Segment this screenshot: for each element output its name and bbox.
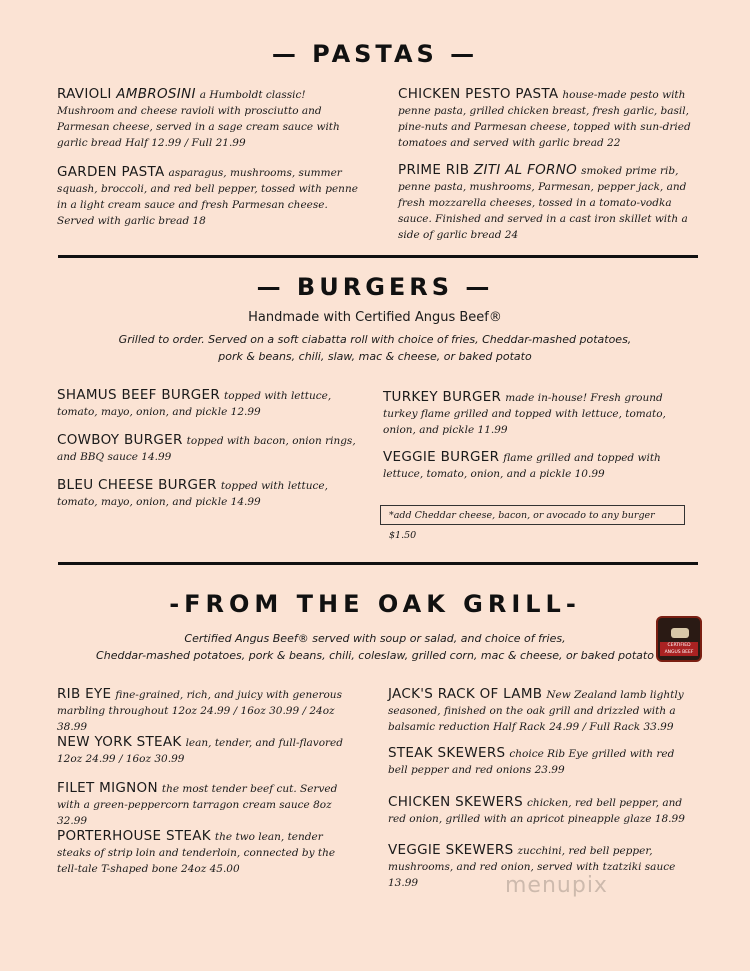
item-name: GARDEN PASTA — [57, 164, 165, 180]
item-name: PRIME RIB — [398, 162, 474, 178]
item-name: CHICKEN PESTO PASTA — [398, 86, 559, 102]
item-name-em: AMBROSINI — [116, 86, 196, 102]
item-desc: topped with lettuce, tomato, mayo, onion, and pickle 12.99 — [57, 390, 332, 418]
item-desc: fine-grained, rich, and juicy with generous marbling throughout 12oz 24.99 / 16oz 30.99 / 24oz 38.99 — [57, 689, 342, 733]
item-desc: smoked prime rib, penne pasta, mushrooms, Parmesan, pepper jack, and fresh mozzarella cheeses, tossed in a tomato-vodka sauce. Finished and served in a cast iron skillet with a side of garlic bread 24 — [398, 165, 688, 241]
menu-item-chicken-pesto-pasta — [398, 86, 696, 151]
pastas-title: — PASTAS — — [271, 40, 479, 68]
item-desc: the two lean, tender steaks of strip loin and tenderloin, connected by the tell-tale T-shaped bone 24oz 45.00 — [57, 831, 336, 875]
menu-item-porterhouse-steak — [57, 828, 357, 877]
item-name: STEAK SKEWERS — [388, 745, 506, 761]
grill-intro-line2: Cheddar-mashed potatoes, pork & beans, chili, coleslaw, grilled corn, mac & cheese, or baked potato — [96, 649, 654, 662]
logo-text: CERTIFIED ANGUS BEEF — [660, 642, 698, 656]
item-desc: lean, tender, and full-flavored 12oz 24.99 / 16oz 30.99 — [57, 737, 343, 765]
menu-item-rib-eye — [57, 686, 367, 735]
item-name: RIB EYE — [57, 686, 112, 702]
item-desc: New Zealand lamb lightly seasoned, finished on the oak grill and drizzled with a balsamic reduction Half Rack 24.99 / Full Rack 33.99 — [388, 689, 684, 733]
item-desc: flame grilled and topped with lettuce, tomato, onion, and a pickle 10.99 — [383, 452, 661, 480]
burgers-intro-line2: pork & beans, chili, slaw, mac & cheese, or baked potato — [218, 350, 532, 363]
burgers-intro-line1: Grilled to order. Served on a soft ciabatta roll with choice of fries, Cheddar-mashed potatoes, — [118, 333, 632, 346]
item-desc: zucchini, red bell pepper, mushrooms, and red onion, served with tzatziki sauce 13.99 — [388, 845, 676, 889]
item-name: CHICKEN SKEWERS — [388, 794, 524, 810]
item-desc: the most tender beef cut. Served with a green-peppercorn tarragon cream sauce 8oz 32.99 — [57, 783, 338, 827]
item-desc: a Humboldt classic! Mushroom and cheese ravioli with prosciutto and Parmesan cheese, served in a sage cream sauce with garlic bread Half 12.99 / Full 21.99 — [57, 89, 340, 149]
menu-item-garden-pasta — [57, 164, 362, 229]
section-divider — [58, 255, 698, 258]
menu-item-chicken-skewers — [388, 794, 688, 827]
section-divider — [58, 562, 698, 565]
item-desc: chicken, red bell pepper, and red onion, grilled with an apricot pineapple glaze 18.99 — [388, 797, 685, 825]
item-name: SHAMUS BEEF BURGER — [57, 387, 221, 403]
menu-item-prime-rib-ziti — [398, 162, 696, 243]
certified-angus-beef-logo — [656, 616, 702, 662]
burgers-title: — BURGERS — — [256, 273, 494, 301]
menu-item-veggie-burger — [383, 449, 688, 482]
item-name-em: ZITI AL FORNO — [473, 162, 578, 178]
menu-item-bleu-cheese-burger — [57, 477, 357, 510]
burger-addon-note: *add Cheddar cheese, bacon, or avocado to any burger $1.50 — [380, 505, 685, 525]
menu-item-filet-mignon — [57, 780, 357, 829]
item-desc: choice Rib Eye grilled with red bell pepper and red onions 23.99 — [388, 748, 675, 776]
item-name: BLEU CHEESE BURGER — [57, 477, 217, 493]
item-name: VEGGIE BURGER — [383, 449, 500, 465]
item-desc: topped with lettuce, tomato, mayo, onion, and pickle 14.99 — [57, 480, 328, 508]
menu-item-steak-skewers — [388, 745, 688, 778]
grill-title: -FROM THE OAK GRILL- — [169, 590, 581, 618]
menu-item-shamus-beef-burger — [57, 387, 357, 420]
item-name: PORTERHOUSE STEAK — [57, 828, 211, 844]
menu-item-new-york-steak — [57, 734, 357, 767]
item-name: JACK'S RACK OF LAMB — [388, 686, 543, 702]
item-name: FILET MIGNON — [57, 780, 158, 796]
item-name: NEW YORK STEAK — [57, 734, 182, 750]
item-desc: asparagus, mushrooms, summer squash, broccoli, and red bell pepper, tossed with penne in a light cream sauce and fresh Parmesan cheese. Served with garlic bread 18 — [57, 167, 358, 227]
item-desc: made in-house! Fresh ground turkey flame grilled and topped with lettuce, tomato, onion, and pickle 11.99 — [383, 392, 666, 436]
menu-item-turkey-burger — [383, 389, 688, 438]
menu-item-cowboy-burger — [57, 432, 357, 465]
item-name: RAVIOLI — [57, 86, 117, 102]
grill-intro-line1: Certified Angus Beef® served with soup or salad, and choice of fries, — [184, 632, 566, 645]
watermark: menupix — [505, 873, 608, 898]
menu-item-jacks-rack-of-lamb — [388, 686, 693, 735]
item-desc: house-made pesto with penne pasta, grilled chicken breast, fresh garlic, basil, pine-nuts and Parmesan cheese, topped with sun-dried tomatoes and served with garlic bread 22 — [398, 89, 691, 149]
item-name: VEGGIE SKEWERS — [388, 842, 514, 858]
menu-item-ravioli — [57, 86, 357, 151]
burgers-subtitle: Handmade with Certified Angus Beef® — [248, 310, 502, 325]
item-desc: topped with bacon, onion rings, and BBQ sauce 14.99 — [57, 435, 356, 463]
item-name: COWBOY BURGER — [57, 432, 183, 448]
item-name: TURKEY BURGER — [383, 389, 502, 405]
cow-icon — [671, 628, 689, 638]
